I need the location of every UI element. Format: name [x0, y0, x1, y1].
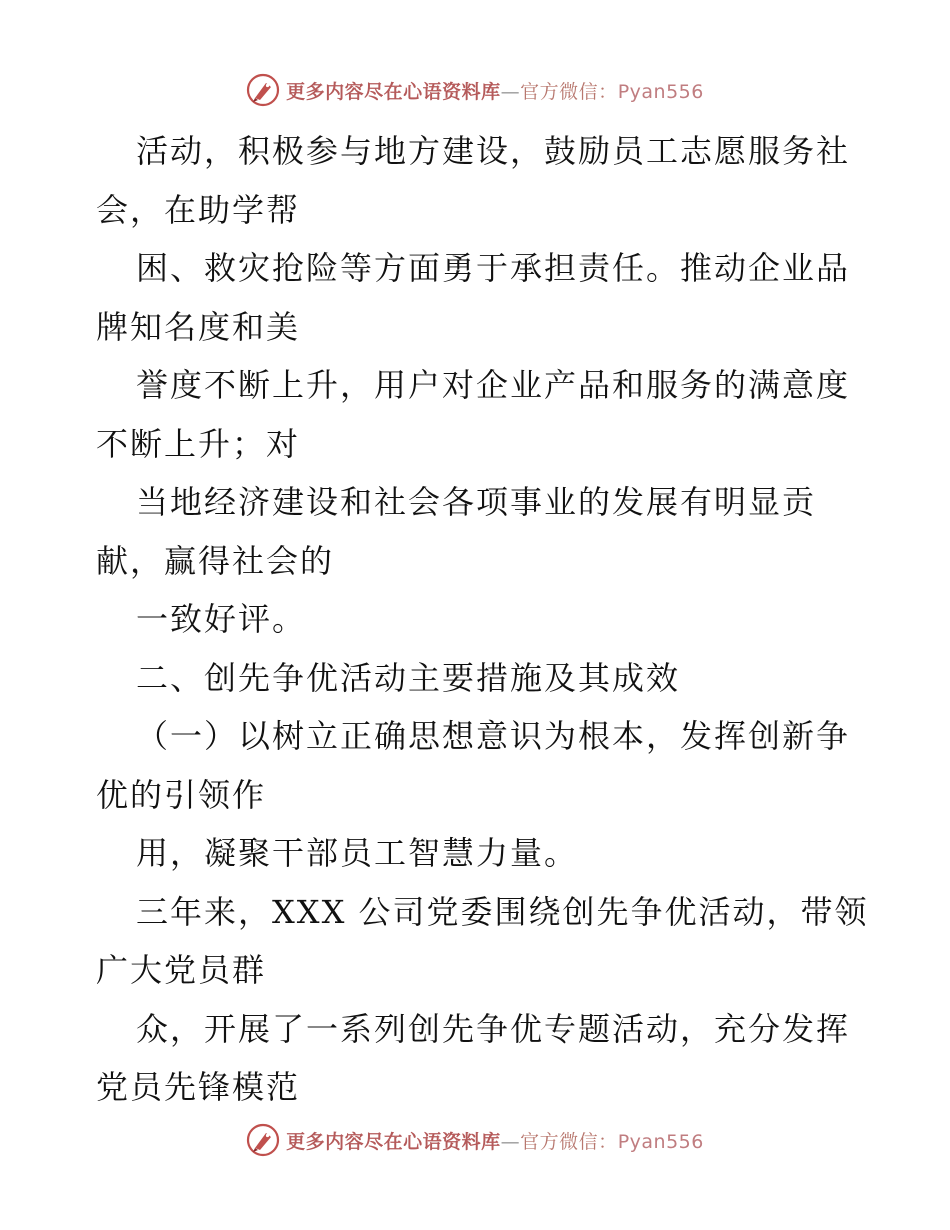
pen-nib-logo-icon	[246, 73, 280, 107]
text-line: 当地经济建设和社会各项事业的发展有明显贡	[136, 483, 817, 521]
text-line: 不断上升；对	[96, 424, 301, 463]
text-line: 誉度不断上升，用户对企业产品和服务的满意度	[136, 366, 851, 404]
pen-nib-logo-icon	[246, 1123, 280, 1157]
watermark-account: Pyan556	[617, 1130, 704, 1153]
text-line: 广大党员群	[96, 951, 267, 989]
text-line: （一）以树立正确思想意识为根本，发挥创新争	[136, 717, 851, 755]
text-line: 优的引领作	[96, 775, 267, 814]
text-line: 会，在助学帮	[96, 190, 301, 229]
watermark-official-label: 官方微信：	[520, 80, 618, 103]
watermark-brand: 更多内容尽在心语资料库	[286, 1130, 501, 1153]
document-body	[96, 122, 886, 1117]
text-line: 困、救灾抢险等方面勇于承担责任。推动企业品	[136, 249, 851, 287]
text-line: 三年来，XXX 公司党委围绕创先争优活动，带领	[136, 892, 869, 931]
watermark-separator: —	[500, 80, 521, 103]
watermark-account: Pyan556	[617, 80, 704, 103]
text-line: 众，开展了一系列创先争优专题活动，充分发挥	[136, 1009, 851, 1048]
text-line: 二、创先争优活动主要措施及其成效	[136, 658, 681, 697]
text-line: 党员先锋模范	[96, 1068, 301, 1106]
text-line: 活动，积极参与地方建设，鼓励员工志愿服务社	[136, 132, 851, 170]
footer-watermark	[0, 1122, 950, 1158]
text-line: 牌知名度和美	[96, 307, 301, 346]
watermark-official-label: 官方微信：	[520, 1130, 618, 1153]
watermark-separator: —	[500, 1130, 521, 1153]
header-watermark	[0, 72, 950, 108]
text-line: 一致好评。	[136, 600, 307, 638]
text-line: 献，赢得社会的	[96, 541, 335, 580]
text-line: 用，凝聚干部员工智慧力量。	[136, 834, 579, 872]
watermark-brand: 更多内容尽在心语资料库	[286, 80, 501, 103]
